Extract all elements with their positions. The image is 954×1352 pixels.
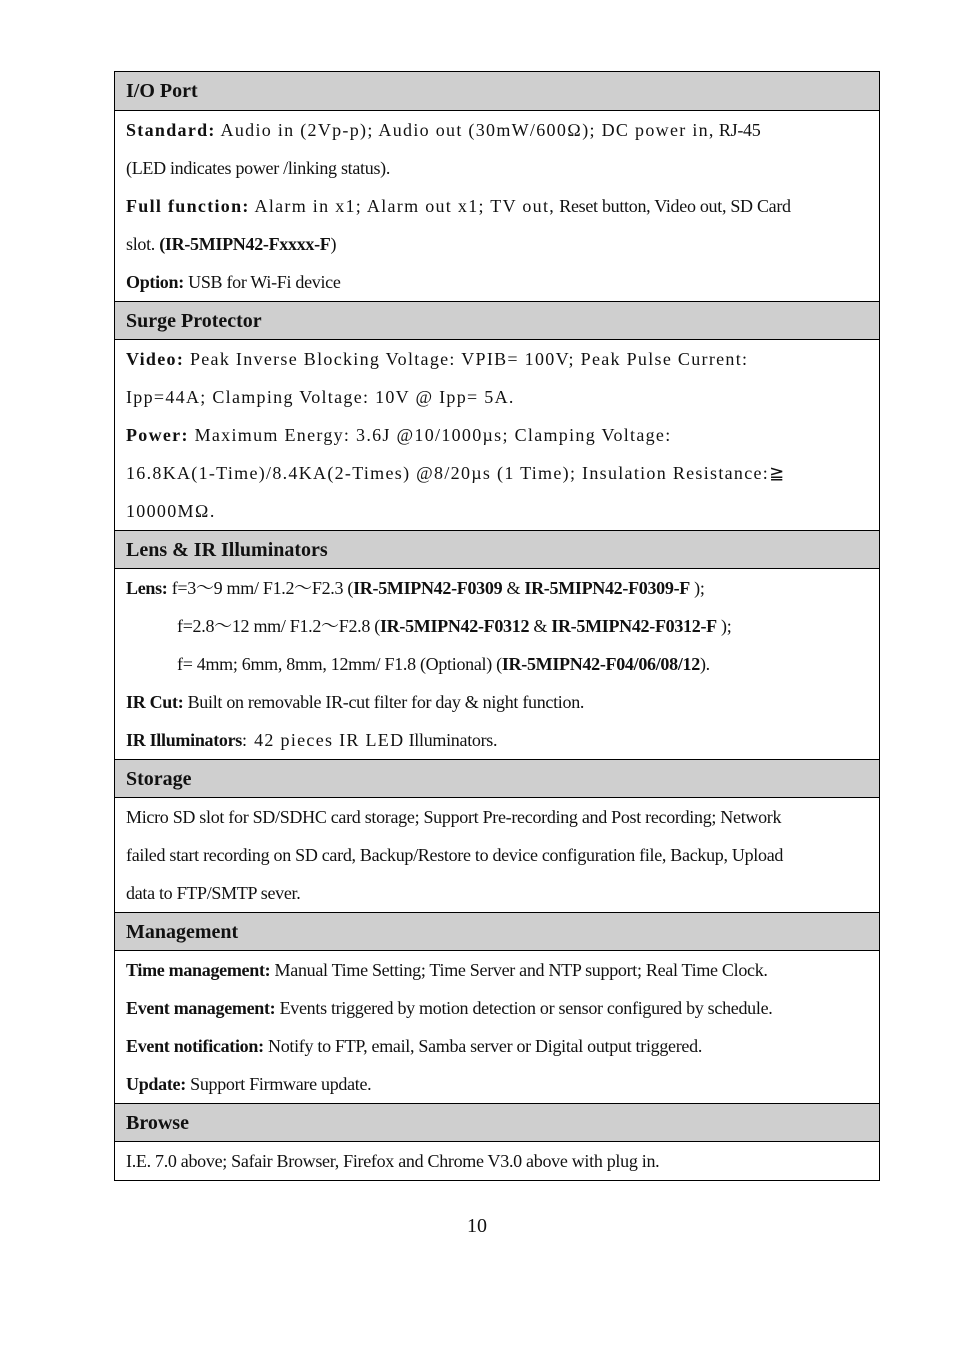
power-label: Power: [126,425,189,445]
lens-line-2 [126,607,868,645]
video-label: Video: [126,349,185,369]
lens3-model: IR-5MIPN42-F04/06/08/12 [501,654,700,674]
section-header-browse: Browse [115,1103,879,1141]
io-full-line-2 [126,225,868,263]
event-notification-text: Notify to FTP, email, Samba server or Digital output triggered. [263,1036,703,1056]
section-body-lens [115,568,879,759]
io-standard-line-2: (LED indicates power /linking status). [126,158,391,178]
full-line2-pre: slot. [126,234,160,254]
lens2-pre: f=2.8～12 mm/ F1.2～F2.8 ( [177,616,380,636]
lens-label: Lens: [126,578,168,598]
section-header-surge-protector: Surge Protector [115,301,879,339]
update-text: Support Firmware update. [185,1074,372,1094]
ir-cut-text: Built on removable IR-cut filter for day & night function. [183,692,585,712]
lens2-model-1: IR-5MIPN42-F0312 [379,616,530,636]
section-body-surge-protector [115,339,879,530]
storage-line-1: Micro SD slot for SD/SDHC card storage; Support Pre-recording and Post recording; Network [126,807,782,827]
lens1-pre: f=3～9 mm/ F1.2～F2.3 ( [167,578,354,598]
section-body-management [115,950,879,1103]
ir-cut-line [126,683,868,721]
section-header-lens: Lens & IR Illuminators [115,530,879,568]
lens3-post: ). [699,654,710,674]
event-notification-label: Event notification: [126,1036,264,1056]
lens1-mid: & [502,578,525,598]
section-body-browse [115,1141,879,1180]
io-option-line [126,263,868,301]
lens-line-3 [126,645,868,683]
storage-line-3: data to FTP/SMTP sever. [126,883,301,903]
ir-illuminators-label: IR Illuminators [126,730,243,750]
video-text: Peak Inverse Blocking Voltage: VPIB= 100V; Peak Pulse Current: [184,349,749,369]
lens1-model-1: IR-5MIPN42-F0309 [353,578,503,598]
browse-line-1: I.E. 7.0 above; Safair Browser, Firefox and Chrome V3.0 above with plug in. [126,1151,660,1171]
lens2-post: ); [716,616,732,636]
full-line2-post: ) [330,234,337,254]
power-text: Maximum Energy: 3.6J @10/1000µs; Clamping Voltage: [188,425,672,445]
lens2-mid: & [529,616,552,636]
standard-text-b: RJ-45 [714,120,761,140]
update-label: Update: [126,1074,186,1094]
option-text: USB for Wi-Fi device [183,272,341,292]
ir-illuminators-text: : 42 pieces IR LED [242,730,405,750]
time-management-line [126,951,868,989]
full-function-text-b: Reset button, Video out, SD Card [555,196,791,216]
surge-power-line-2: 16.8KA(1-Time)/8.4KA(2-Times) @8/20µs (1 Time); Insulation Resistance:≧ [126,463,786,483]
section-header-io-port: I/O Port [115,72,879,110]
io-full-line [126,187,868,225]
storage-line-2: failed start recording on SD card, Backup/Restore to device configuration file, Backup, Upload [126,845,784,865]
full-function-label: Full function: [126,196,250,216]
surge-video-line-2: Ipp=44A; Clamping Voltage: 10V @ Ipp= 5A. [126,387,515,407]
section-header-management: Management [115,912,879,950]
time-management-label: Time management: [126,960,271,980]
lens1-model-2: IR-5MIPN42-F0309-F [524,578,690,598]
event-notification-line [126,1027,868,1065]
io-standard-line [126,111,868,149]
surge-video-line [126,340,868,378]
section-body-storage [115,797,879,912]
section-body-io-port [115,110,879,301]
page-number: 10 [467,1215,487,1237]
event-management-label: Event management: [126,998,276,1018]
surge-power-line-3: 10000MΩ. [126,501,216,521]
option-label: Option: [126,272,184,292]
section-header-storage: Storage [115,759,879,797]
ir-illuminators-text-b: Illuminators. [404,730,498,750]
standard-label: Standard: [126,120,216,140]
lens2-model-2: IR-5MIPN42-F0312-F [551,616,717,636]
event-management-text: Events triggered by motion detection or sensor configured by schedule. [275,998,773,1018]
surge-power-line [126,416,868,454]
update-line [126,1065,868,1103]
lens1-post: ); [689,578,705,598]
event-management-line [126,989,868,1027]
time-management-text: Manual Time Setting; Time Server and NTP support; Real Time Clock. [270,960,768,980]
spec-table [114,71,880,1181]
ir-cut-label: IR Cut: [126,692,184,712]
lens-line-1 [126,569,868,607]
standard-text: Audio in (2Vp-p); Audio out (30mW/600Ω); DC power in, [215,120,715,140]
full-function-text: Alarm in x1; Alarm out x1; TV out, [249,196,556,216]
ir-illuminators-line [126,721,868,759]
lens3-pre: f= 4mm; 6mm, 8mm, 12mm/ F1.8 (Optional) ( [177,654,502,674]
full-model: (IR-5MIPN42-Fxxxx-F [159,234,331,254]
